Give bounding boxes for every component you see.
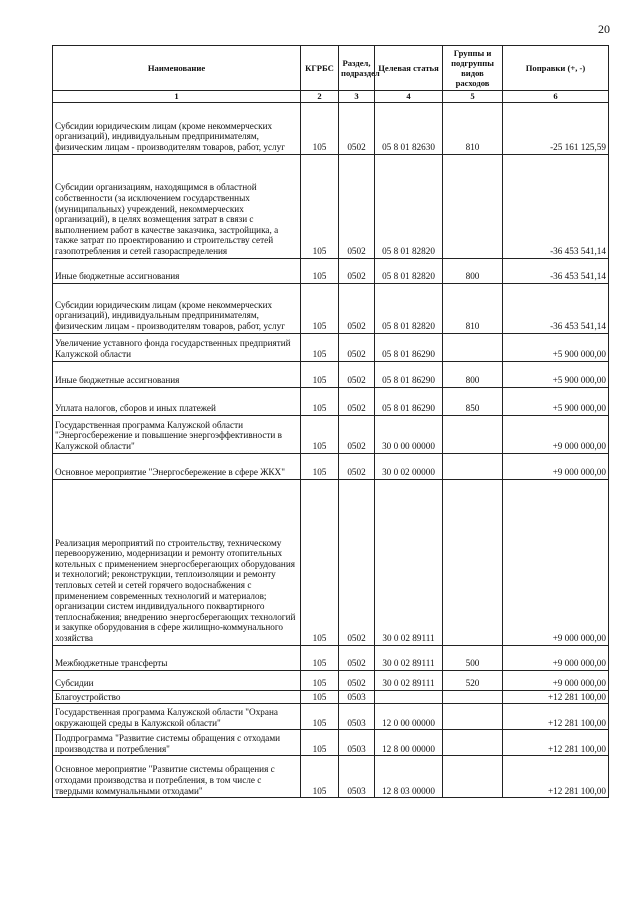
row-name: Основное мероприятие "Развитие системы обращения с отходами производства и потребления, в том числе с твердыми коммунальными отходами" xyxy=(53,756,301,798)
row-name: Иные бюджетные ассигнования xyxy=(53,361,301,387)
row-section: 0502 xyxy=(339,154,375,258)
table-row xyxy=(53,415,609,453)
column-number: 5 xyxy=(443,91,503,103)
row-amendment-amount: +9 000 000,00 xyxy=(503,415,609,453)
row-target-article xyxy=(375,690,443,704)
row-name: Реализация мероприятий по строительству, техническому перевооружению, модернизации и ремонту отопительных котельных с применением энергосберегающих оборудования и технологий; реконструкции, теплоизоляции и ремонту тепловых сетей и сетей горячего водоснабжения с применением современных технологий и материалов; организации систем индивидуального поквартирного теплоснабжения; внедрению энергосберегающих технологий и закупке оборудования в сфере жилищно-коммунального хозяйства xyxy=(53,479,301,645)
row-name: Субсидии xyxy=(53,670,301,690)
row-kgrbs: 105 xyxy=(301,283,339,333)
row-expense-group xyxy=(443,730,503,756)
table-row xyxy=(53,453,609,479)
table-row xyxy=(53,730,609,756)
header-amendments: Поправки (+, -) xyxy=(503,46,609,91)
row-name: Межбюджетные трансферты xyxy=(53,645,301,670)
row-section: 0503 xyxy=(339,730,375,756)
row-amendment-amount: +9 000 000,00 xyxy=(503,453,609,479)
table-row xyxy=(53,102,609,154)
row-target-article: 05 8 01 86290 xyxy=(375,387,443,415)
row-amendment-amount: +12 281 100,00 xyxy=(503,756,609,798)
row-name: Субсидии юридическим лицам (кроме некоммерческих организаций), индивидуальным предпринимателям, физическим лицам - производителям товаров, работ, услуг xyxy=(53,283,301,333)
budget-amendments-table xyxy=(52,45,609,798)
row-name: Подпрограмма "Развитие системы обращения с отходами производства и потребления" xyxy=(53,730,301,756)
row-section: 0503 xyxy=(339,690,375,704)
column-number: 3 xyxy=(339,91,375,103)
row-section: 0503 xyxy=(339,756,375,798)
table-row xyxy=(53,704,609,730)
row-expense-group xyxy=(443,154,503,258)
table-row xyxy=(53,333,609,361)
header-kgrbs: КГРБС xyxy=(301,46,339,91)
row-expense-group: 500 xyxy=(443,645,503,670)
row-name: Увеличение уставного фонда государственных предприятий Калужской области xyxy=(53,333,301,361)
row-amendment-amount: -36 453 541,14 xyxy=(503,258,609,283)
row-target-article: 05 8 01 86290 xyxy=(375,361,443,387)
row-section: 0502 xyxy=(339,645,375,670)
row-expense-group: 850 xyxy=(443,387,503,415)
row-kgrbs: 105 xyxy=(301,704,339,730)
row-section: 0502 xyxy=(339,102,375,154)
row-amendment-amount: +5 900 000,00 xyxy=(503,361,609,387)
row-amendment-amount: -25 161 125,59 xyxy=(503,102,609,154)
table-row xyxy=(53,670,609,690)
column-number: 4 xyxy=(375,91,443,103)
row-kgrbs: 105 xyxy=(301,102,339,154)
row-amendment-amount: +12 281 100,00 xyxy=(503,704,609,730)
row-expense-group: 800 xyxy=(443,258,503,283)
header-name: Наименование xyxy=(53,46,301,91)
row-amendment-amount: +9 000 000,00 xyxy=(503,479,609,645)
row-target-article: 05 8 01 82820 xyxy=(375,258,443,283)
header-section: Раздел, подраздел xyxy=(339,46,375,91)
row-expense-group xyxy=(443,756,503,798)
row-name: Государственная программа Калужской области "Энергосбережение и повышение энергоэффективности в Калужской области" xyxy=(53,415,301,453)
row-kgrbs: 105 xyxy=(301,387,339,415)
row-target-article: 05 8 01 86290 xyxy=(375,333,443,361)
row-section: 0502 xyxy=(339,415,375,453)
row-kgrbs: 105 xyxy=(301,756,339,798)
row-name: Субсидии юридическим лицам (кроме некоммерческих организаций), индивидуальным предпринимателям, физическим лицам - производителям товаров, работ, услуг xyxy=(53,102,301,154)
row-target-article: 30 0 02 89111 xyxy=(375,670,443,690)
row-target-article: 12 0 00 00000 xyxy=(375,704,443,730)
row-name: Иные бюджетные ассигнования xyxy=(53,258,301,283)
table-row xyxy=(53,479,609,645)
row-kgrbs: 105 xyxy=(301,645,339,670)
column-number: 2 xyxy=(301,91,339,103)
row-target-article: 12 8 00 00000 xyxy=(375,730,443,756)
table-row xyxy=(53,283,609,333)
row-target-article: 30 0 02 00000 xyxy=(375,453,443,479)
row-kgrbs: 105 xyxy=(301,415,339,453)
row-kgrbs: 105 xyxy=(301,670,339,690)
table-row xyxy=(53,690,609,704)
row-name: Государственная программа Калужской области "Охрана окружающей среды в Калужской области" xyxy=(53,704,301,730)
row-name: Благоустройство xyxy=(53,690,301,704)
row-amendment-amount: +9 000 000,00 xyxy=(503,670,609,690)
row-name: Субсидии организациям, находящимся в областной собственности (за исключением государственных (муниципальных) учреждений, некоммерческих организаций), в целях возмещения затрат в связи с выполнением работ в качестве заказчика, застройщика, а также затрат по проектированию и строительству сетей газопотребления и сетей газораспределения xyxy=(53,154,301,258)
row-section: 0502 xyxy=(339,361,375,387)
table-row xyxy=(53,645,609,670)
row-kgrbs: 105 xyxy=(301,258,339,283)
table-row xyxy=(53,756,609,798)
row-target-article: 30 0 00 00000 xyxy=(375,415,443,453)
row-amendment-amount: +5 900 000,00 xyxy=(503,387,609,415)
row-expense-group xyxy=(443,415,503,453)
row-target-article: 30 0 02 89111 xyxy=(375,479,443,645)
row-target-article: 12 8 03 00000 xyxy=(375,756,443,798)
row-section: 0503 xyxy=(339,704,375,730)
row-kgrbs: 105 xyxy=(301,453,339,479)
row-expense-group xyxy=(443,704,503,730)
table-row xyxy=(53,154,609,258)
table-row xyxy=(53,387,609,415)
row-amendment-amount: -36 453 541,14 xyxy=(503,154,609,258)
header-groups: Группы и подгруппы видов расходов xyxy=(443,46,503,91)
row-expense-group: 520 xyxy=(443,670,503,690)
row-kgrbs: 105 xyxy=(301,154,339,258)
row-section: 0502 xyxy=(339,479,375,645)
row-expense-group: 810 xyxy=(443,102,503,154)
row-target-article: 05 8 01 82820 xyxy=(375,154,443,258)
page-number: 20 xyxy=(598,22,610,36)
header-target: Целевая статья xyxy=(375,46,443,91)
row-kgrbs: 105 xyxy=(301,479,339,645)
row-expense-group xyxy=(443,690,503,704)
column-number: 6 xyxy=(503,91,609,103)
row-section: 0502 xyxy=(339,333,375,361)
row-section: 0502 xyxy=(339,453,375,479)
table-row xyxy=(53,258,609,283)
row-kgrbs: 105 xyxy=(301,361,339,387)
row-target-article: 05 8 01 82820 xyxy=(375,283,443,333)
row-expense-group xyxy=(443,453,503,479)
row-amendment-amount: +5 900 000,00 xyxy=(503,333,609,361)
row-amendment-amount: +12 281 100,00 xyxy=(503,690,609,704)
row-section: 0502 xyxy=(339,283,375,333)
row-target-article: 05 8 01 82630 xyxy=(375,102,443,154)
row-expense-group: 810 xyxy=(443,283,503,333)
row-name: Уплата налогов, сборов и иных платежей xyxy=(53,387,301,415)
row-kgrbs: 105 xyxy=(301,333,339,361)
row-amendment-amount: -36 453 541,14 xyxy=(503,283,609,333)
row-expense-group xyxy=(443,333,503,361)
table-row xyxy=(53,361,609,387)
row-name: Основное мероприятие "Энергосбережение в сфере ЖКХ" xyxy=(53,453,301,479)
column-number: 1 xyxy=(53,91,301,103)
row-amendment-amount: +9 000 000,00 xyxy=(503,645,609,670)
row-kgrbs: 105 xyxy=(301,690,339,704)
row-expense-group xyxy=(443,479,503,645)
row-section: 0502 xyxy=(339,670,375,690)
row-kgrbs: 105 xyxy=(301,730,339,756)
row-amendment-amount: +12 281 100,00 xyxy=(503,730,609,756)
row-section: 0502 xyxy=(339,258,375,283)
row-target-article: 30 0 02 89111 xyxy=(375,645,443,670)
row-section: 0502 xyxy=(339,387,375,415)
row-expense-group: 800 xyxy=(443,361,503,387)
